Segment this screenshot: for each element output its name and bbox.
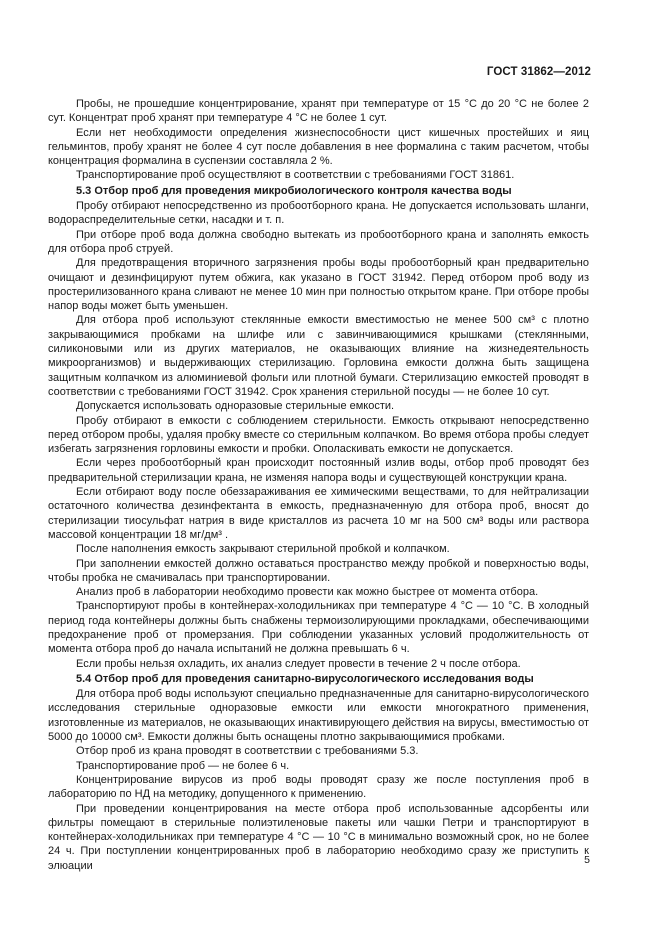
- document-id-header: ГОСТ 31862—2012: [486, 66, 591, 78]
- paragraph: Если отбирают воду после обеззараживания ее химическими веществами, то для нейтрализации остаточного количества дезинфектанта в емкость, предназначенную для отбора проб, вносят до стерилизации тиосульфат натрия в виде кристаллов из расчета 10 мг на 500 см³ воды или раствора массовой концентрации 18 мг/дм³ .: [48, 486, 589, 541]
- paragraph: Концентрирование вирусов из проб воды проводят сразу же после поступления проб в лабораторию по НД на методику, допущенного к применению.: [48, 773, 589, 801]
- paragraph: При проведении концентрирования на месте отбора проб использованные адсорбенты или фильтры помещают в стерильные полиэтиленовые пакеты или чашки Петри и транспортируют в контейнерах-холодильниках при температуре 4 °С — 10 °С в минимально возможный срок, но не более 24 ч. При поступлении концентрированных проб в лабораторию необходимо сразу же приступить к элюации: [48, 802, 589, 872]
- section-heading-5-3: 5.3 Отбор проб для проведения микробиологического контроля качества воды: [76, 184, 512, 197]
- paragraph: Пробу отбирают в емкости с соблюдением стерильности. Емкость открывают непосредственно перед отбором пробы, удаляя пробку вместе со стерильным колпачком. Во время отбора пробы следует избегать загрязнения горловины емкости и пробки. Ополаскивать емкости не допускается.: [48, 414, 589, 456]
- paragraph: При заполнении емкостей должно оставаться пространство между пробкой и поверхностью воды, чтобы пробка не смачивалась при транспортировании.: [48, 557, 589, 584]
- paragraph: Отбор проб из крана проводят в соответствии с требованиями 5.3.: [76, 745, 419, 758]
- document-body: [48, 97, 589, 873]
- paragraph: Анализ проб в лаборатории необходимо провести как можно быстрее от момента отбора.: [76, 586, 539, 599]
- paragraph: Пробы, не прошедшие концентрирование, хранят при температуре от 15 °С до 20 °С не более 2 сут. Концентрат проб хранят при температуре 4 °С не более 1 сут.: [48, 98, 589, 125]
- paragraph: Транспортирование проб осуществляют в соответствии с требованиями ГОСТ 31861.: [76, 169, 515, 182]
- paragraph: Если нет необходимости определения жизнеспособности цист кишечных простейших и яиц гельминтов, пробу хранят не более 4 сут после добавления в нее формалина с таким расчетом, чтобы концентрация формалина в суспензии составляла 2 %.: [48, 126, 589, 168]
- paragraph: Для предотвращения вторичного загрязнения пробы воды пробоотборный кран предварительно очищают и дезинфицируют путем обжига, как указано в ГОСТ 31942. Перед отбором проб воду из простерилизованного крана сливают не менее 10 мин при полностью открытом кране. При отборе пробы напор воды может быть уменьшен.: [48, 257, 589, 313]
- paragraph: Пробу отбирают непосредственно из пробоотборного крана. Не допускается использовать шланги, водораспределительные сетки, насадки и т. п.: [48, 200, 589, 227]
- paragraph: Если через пробоотборный кран происходит постоянный излив воды, отбор проб проводят без предварительной стерилизации крана, не изменяя напора воды и существующей конструкции крана.: [48, 457, 589, 484]
- page-number: 5: [584, 854, 590, 866]
- paragraph: Для отбора проб используют стеклянные емкости вместимостью не менее 500 см³ с плотно закрывающимися пробками на шлифе или с завинчивающимися крышками (стеклянными, силиконовыми или из других материалов, не оказывающих влияние на жизнедеятельность микроорганизмов) и выдерживающих стерилизацию. Горловина емкости должна быть защищена защитным колпачком из алюминиевой фольги или плотной бумаги. Стерилизацию емкостей проводят в соответствии с требованиями ГОСТ 31942. Срок хранения стерильной посуды — не более 10 сут.: [48, 314, 589, 398]
- paragraph: Для отбора проб воды используют специально предназначенные для санитарно-вирусологического исследования стерильные одноразовые емкости или емкости многократного применения, изготовленные из материалов, не оказывающих инактивирующего действия на вирусы, вместимостью от 5000 до 10000 см³. Емкости должны быть оснащены плотно закрывающимися пробками.: [48, 688, 589, 744]
- paragraph: Допускается использовать одноразовые стерильные емкости.: [76, 400, 395, 413]
- paragraph: Если пробы нельзя охладить, их анализ следует провести в течение 2 ч после отбора.: [76, 657, 521, 670]
- section-heading-5-4: 5.4 Отбор проб для проведения санитарно-вирусологического исследования воды: [76, 672, 534, 685]
- paragraph: Транспортирование проб — не более 6 ч.: [76, 759, 290, 772]
- paragraph: При отборе проб вода должна свободно вытекать из пробоотборного крана и заполнять емкость для отбора проб струей.: [48, 228, 589, 255]
- paragraph: После наполнения емкость закрывают стерильной пробкой и колпачком.: [76, 543, 450, 556]
- paragraph: Транспортируют пробы в контейнерах-холодильниках при температуре 4 °С — 10 °С. В холодный период года контейнеры должны быть снабжены термоизолирующими прокладками, обеспечивающими предохранение проб от промерзания. При соблюдении указанных условий продолжительность от момента отбора проб до начала испытаний не должна превышать 6 ч.: [48, 600, 589, 656]
